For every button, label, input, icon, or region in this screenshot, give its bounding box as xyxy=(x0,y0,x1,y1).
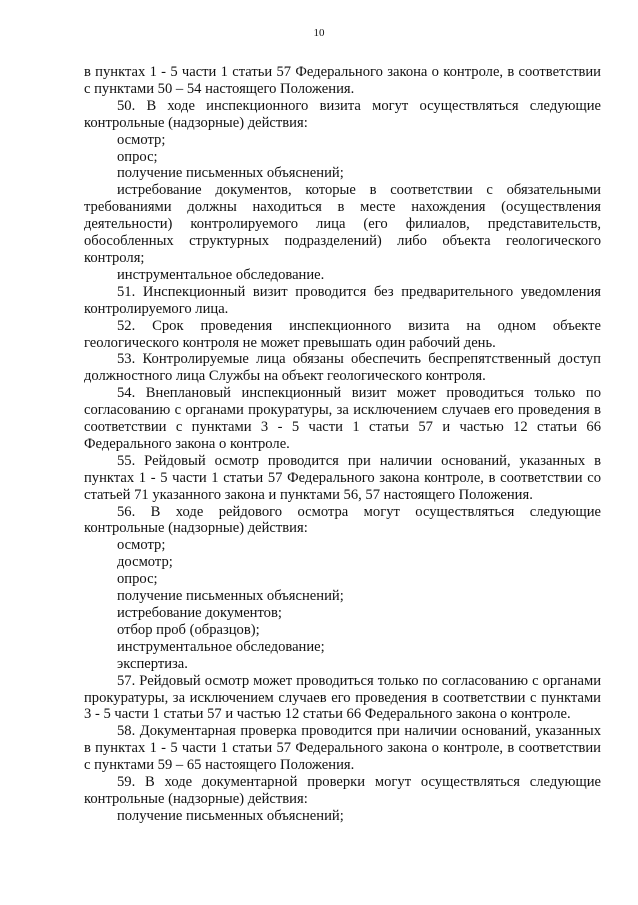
paragraph: 59. В ходе документарной проверки могут осуществляться следующие контрольные (надзорные) действия: xyxy=(84,774,601,807)
document-body xyxy=(84,64,601,825)
paragraph: 55. Рейдовый осмотр проводится при наличии оснований, указанных в пунктах 1 - 5 части 1 статьи 57 Федерального закона контроле, в соответствии со статьей 71 указанного закона и пунктами 56, 57 настоящего Положения. xyxy=(84,452,601,503)
paragraph: в пунктах 1 - 5 части 1 статьи 57 Федерального закона о контроле, в соответствии с пунктами 50 – 54 настоящего Положения. xyxy=(84,64,601,97)
list-item: инструментальное обследование; xyxy=(117,638,325,655)
list-item: инструментальное обследование. xyxy=(117,266,325,283)
list-item: истребование документов, которые в соответствии с обязательными требованиями должны находиться в месте нахождения (осуществления деятельности) контролируемого лица (его филиалов, представительств, обособленных структурных подразделений) либо объекта геологического контроля; xyxy=(84,182,601,266)
paragraph: 54. Внеплановый инспекционный визит может проводиться только по согласованию с органами прокуратуры, за исключением случаев его проведения в соответствии с пунктами 3 - 5 части 1 статьи 57 и частью 12 статьи 66 Федерального закона о контроле. xyxy=(84,385,601,452)
list-item: получение письменных объяснений; xyxy=(117,588,344,605)
list-item: получение письменных объяснений; xyxy=(117,807,344,824)
paragraph: 57. Рейдовый осмотр может проводиться только по согласованию с органами прокуратуры, за исключением случаев его проведения в соответствии с пунктами 3 - 5 части 1 статьи 57 и частью 12 статьи 66 Федерального закона о контроле. xyxy=(84,672,601,723)
list-item: истребование документов; xyxy=(117,605,282,621)
paragraph: 56. В ходе рейдового осмотра могут осуществляться следующие контрольные (надзорные) действия: xyxy=(84,503,601,537)
list-item: досмотр; xyxy=(117,554,173,571)
list-item: отбор проб (образцов); xyxy=(117,621,260,638)
paragraph: 53. Контролируемые лица обязаны обеспечить беспрепятственный доступ должностного лица Службы на объект геологического контроля. xyxy=(84,351,601,385)
list-item: экспертиза. xyxy=(117,655,188,672)
list-item: осмотр; xyxy=(117,537,166,554)
paragraph: 50. В ходе инспекционного визита могут осуществляться следующие контрольные (надзорные) действия: xyxy=(84,97,601,131)
list-item: опрос; xyxy=(117,148,158,165)
list-item: опрос; xyxy=(117,571,158,588)
list-item: получение письменных объяснений; xyxy=(117,165,344,182)
page-number: 10 xyxy=(313,27,325,39)
paragraph: 51. Инспекционный визит проводится без предварительного уведомления контролируемого лица. xyxy=(84,283,601,317)
list-item: осмотр; xyxy=(117,131,166,148)
paragraph: 52. Срок проведения инспекционного визита на одном объекте геологического контроля не может превышать один рабочий день. xyxy=(84,317,601,351)
paragraph: 58. Документарная проверка проводится при наличии оснований, указанных в пунктах 1 - 5 части 1 статьи 57 Федерального закона о контроле, в соответствии с пунктами 59 – 65 настоящего Положения. xyxy=(84,723,601,774)
